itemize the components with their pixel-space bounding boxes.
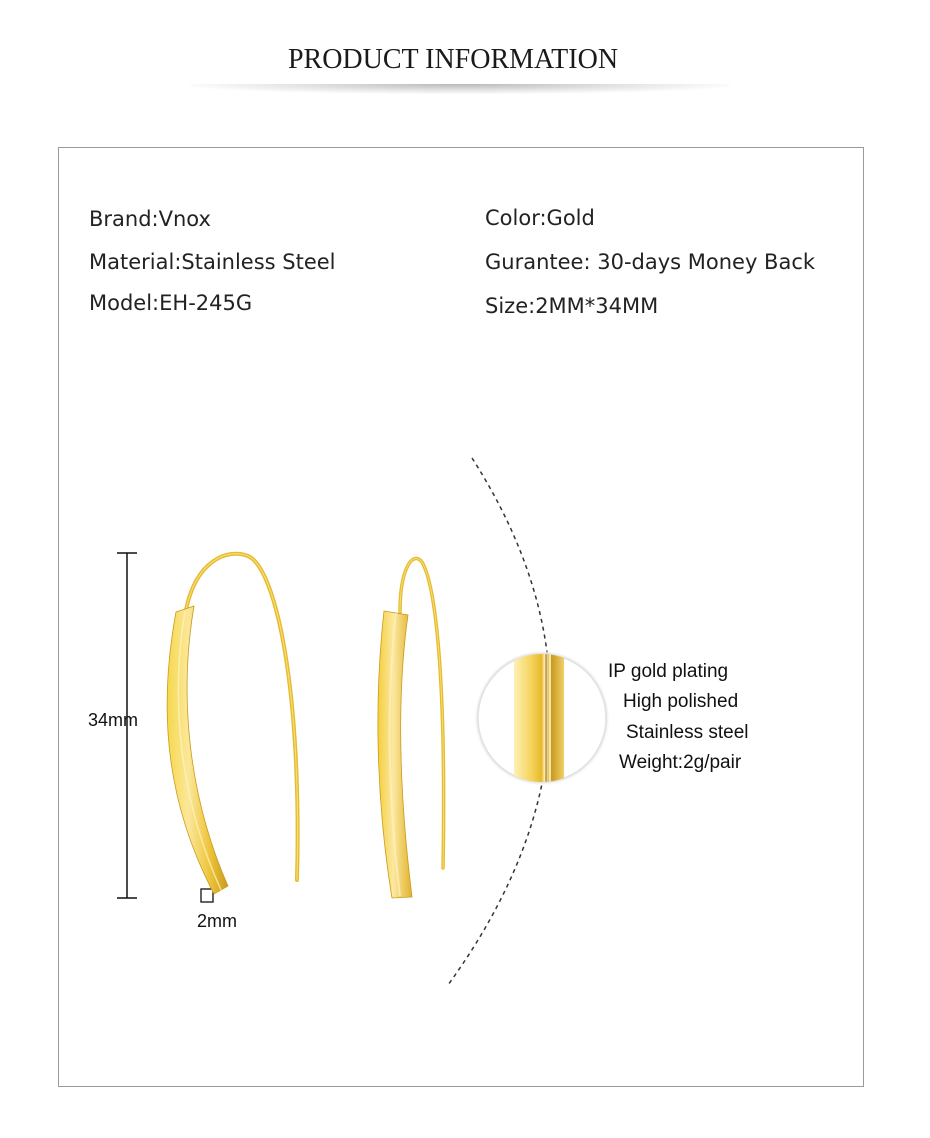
feature-stainless-steel: Stainless steel: [626, 722, 749, 743]
width-dimension-marker: [201, 889, 213, 902]
spec-color-label: Color:: [485, 206, 547, 230]
spec-brand-value: Vnox: [158, 207, 211, 231]
earring-side-view: [378, 559, 444, 898]
feature-weight: Weight:2g/pair: [619, 752, 742, 773]
spec-material-value: Stainless Steel: [181, 250, 336, 274]
width-label: 2mm: [197, 911, 237, 931]
height-label: 34mm: [88, 710, 139, 730]
spec-guarantee-value: 30-days Money Back: [597, 250, 816, 274]
feature-high-polished: High polished: [623, 691, 739, 712]
page-title: PRODUCT INFORMATION: [287, 44, 619, 75]
spec-model-label: Model:: [89, 291, 160, 315]
feature-ip-gold-plating: IP gold plating: [608, 661, 729, 682]
spec-color-value: Gold: [546, 206, 595, 230]
spec-size-value: 2MM*34MM: [535, 294, 659, 318]
spec-brand-label: Brand:: [89, 207, 159, 231]
spec-size-label: Size:: [485, 294, 536, 318]
zoom-detail-circle: [474, 650, 610, 790]
earring-front-view: [167, 554, 298, 894]
spec-guarantee-label: Gurantee:: [485, 250, 598, 274]
spec-material-label: Material:: [89, 250, 182, 274]
spec-model-value: EH-245G: [159, 291, 253, 315]
